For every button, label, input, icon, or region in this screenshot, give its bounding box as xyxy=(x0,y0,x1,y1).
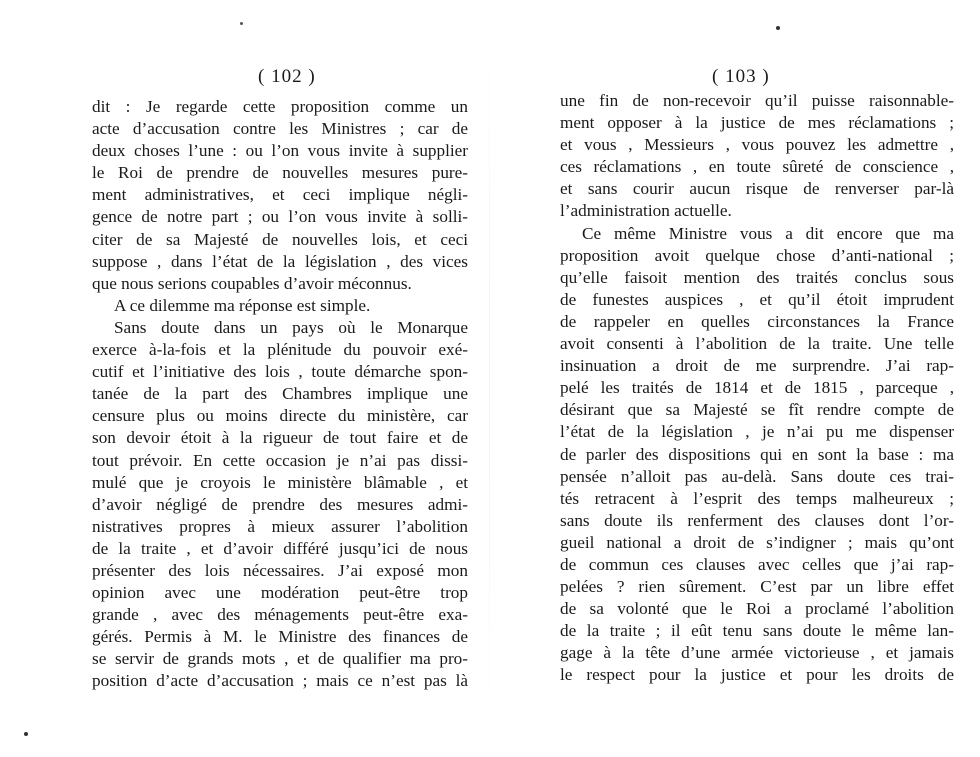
right-page-text xyxy=(560,90,954,687)
text-line: de sa volonté que le Roi a proclamé l’abolition xyxy=(560,599,954,619)
text-line: de la traite , et d’avoir différé jusqu’ici de nous xyxy=(92,538,468,558)
text-line: gage à la tête d’une armée victorieuse , et jamais xyxy=(560,643,954,663)
text-line: le respect pour la justice et pour les droits de xyxy=(560,665,954,685)
text-line: insinuation a droit de me surprendre. J’ai rap- xyxy=(560,356,954,376)
text-line: de parler des dispositions qui en sont la base : ma xyxy=(560,444,954,464)
text-line: nistratives propres à mieux assurer l’abolition xyxy=(92,516,468,536)
text-line: de commun ces clauses avec celles que j’ai rap- xyxy=(560,554,954,574)
text-line: avoit consenti à l’abolition de la traite. Une telle xyxy=(560,334,954,354)
text-line: opinion avec une modération peut-être trop xyxy=(92,583,468,603)
text-line: exerce à-la-fois et la plénitude du pouvoir exé- xyxy=(92,340,468,360)
text-line: une fin de non-recevoir qu’il puisse raisonnable- xyxy=(560,91,954,110)
text-line: ment opposer à la justice de mes réclamations ; xyxy=(560,113,954,133)
text-line: A ce dilemme ma réponse est simple. xyxy=(114,295,371,315)
text-line: l’administration actuelle. xyxy=(560,201,732,221)
text-line: grande , avec des ménagements peut-être exa- xyxy=(92,605,468,625)
text-line: d’avoir négligé de prendre des mesures admi- xyxy=(92,494,468,514)
text-line: gueil national a droit de s’indigner ; mais qu’ont xyxy=(560,532,954,552)
text-line: son devoir étoit à la rigueur de tout faire et de xyxy=(92,428,468,448)
text-line: l’état de la législation , je n’ai pu me dispenser xyxy=(560,422,954,442)
text-line: pensée n’alloit pas au-delà. Sans doute ces trai- xyxy=(560,466,954,486)
text-line: proposition avoit quelque chose d’anti-national ; xyxy=(560,245,954,265)
left-page-number: ( 102 ) xyxy=(258,66,316,87)
text-line: tanée de la part des Chambres implique une xyxy=(92,384,468,404)
left-page-text xyxy=(92,96,468,693)
text-line: citer de sa Majesté de nouvelles lois, et ceci xyxy=(92,229,468,249)
text-line: mulé que je croyois le ministère blâmable , et xyxy=(92,472,468,492)
text-line: pelé les traités de 1814 et de 1815 , parceque , xyxy=(560,378,954,398)
text-line: dit : Je regarde cette proposition comme un xyxy=(92,97,468,116)
text-line: gence de notre part ; ou l’on vous invite à solli- xyxy=(92,207,468,227)
text-line: tés retracent à l’esprit des temps malheureux ; xyxy=(560,488,954,508)
text-line: tout prévoir. En cette occasion je n’ai pas dissi- xyxy=(92,450,468,470)
right-page xyxy=(490,0,980,757)
text-line: que nous serions coupables d’avoir méconnus. xyxy=(92,273,412,293)
text-line: ment administratives, et ceci implique négli- xyxy=(92,185,468,205)
text-line: Sans doute dans un pays où le Monarque xyxy=(114,317,468,337)
text-line: se servir de grands mots , et de qualifier ma pro- xyxy=(92,649,468,669)
text-line: ces réclamations , en toute sûreté de conscience , xyxy=(560,157,954,177)
text-line: Ce même Ministre vous a dit encore que ma xyxy=(582,223,954,243)
text-line: position d’acte d’accusation ; mais ce n’est pas là xyxy=(92,671,468,691)
text-line: le Roi de prendre de nouvelles mesures pure- xyxy=(92,163,468,183)
text-line: et sans courir aucun risque de renverser par-là xyxy=(560,179,954,199)
text-line: acte d’accusation contre les Ministres ; car de xyxy=(92,119,468,139)
text-line: censure plus ou moins directe du ministère, car xyxy=(92,406,468,426)
text-line: sans doute ils renferment des clauses dont l’or- xyxy=(560,510,954,530)
text-line: qu’elle faisoit mention des traités conclus sous xyxy=(560,267,954,287)
right-page-number: ( 103 ) xyxy=(712,66,770,87)
text-line: gérés. Permis à M. le Ministre des finances de xyxy=(92,627,468,647)
text-line: cutif et l’initiative des lois , toute démarche spon- xyxy=(92,362,468,382)
text-line: de la traite ; il eût tenu sans doute le même lan- xyxy=(560,621,954,641)
text-line: présenter des lois nécessaires. J’ai exposé mon xyxy=(92,560,468,580)
text-line: suppose , dans l’état de la législation , des vices xyxy=(92,251,468,271)
text-line: de funestes auspices , et qu’il étoit imprudent xyxy=(560,289,954,309)
text-line: et vous , Messieurs , vous pouvez les admettre , xyxy=(560,135,954,155)
text-line: pelées ? rien sûrement. C’est par un libre effet xyxy=(560,577,954,597)
text-line: désirant que sa Majesté se fît rendre compte de xyxy=(560,400,954,420)
text-line: de rappeler en quelles circonstances la France xyxy=(560,311,954,331)
text-line: deux choses l’une : ou l’on vous invite à supplier xyxy=(92,141,468,161)
